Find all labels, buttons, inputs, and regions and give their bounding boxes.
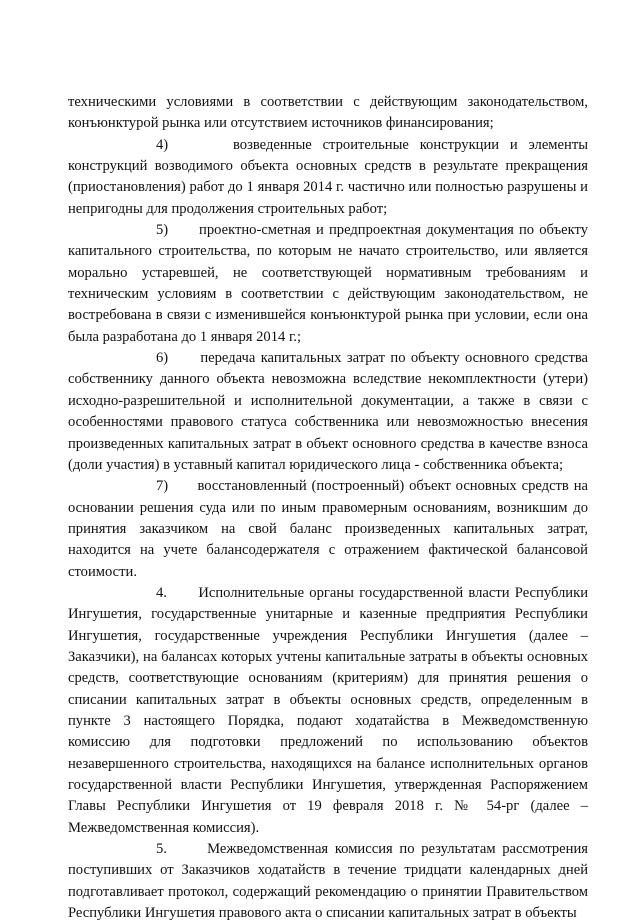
list-item-6 — [68, 348, 588, 476]
list-item-5 — [68, 220, 588, 348]
item-number: 6) — [156, 350, 169, 367]
paragraph-text: Межведомственная комиссия по результатам рассмотрения поступивших от Заказчиков ходатайств в течение тридцати календарных дней подготавливает протокол, содержащий рекомендацию о принятии Правительством Республики Ингушетия правового акта о списании капитальных затрат в объекты — [68, 841, 588, 922]
paragraph-text: передача капитальных затрат по объекту основного средства собственнику данного объекта невозможна вследствие некомплектности (утери) исходно-разрешительной и исполнительной документации, а также в связи с особенностями правового статуса собственника или невозможностью внесения произведенных капитальных затрат в объект основного средства в качестве взноса (доли участия) в уставный капитал юридического лица - собственника объекта; — [68, 350, 589, 473]
item-number: 4) — [156, 136, 169, 153]
section-number: 5. — [156, 841, 167, 858]
document-page — [68, 92, 588, 924]
section-5 — [68, 839, 588, 924]
section-4 — [68, 583, 588, 839]
paragraph-text: восстановленный (построенный) объект основных средств на основании решения суда или по иным правомерным основаниям, возникшим до принятия заказчиком на свой баланс произведенных капитальных затрат, находится на учете балансодержателя с отражением фактической балансовой стоимости. — [68, 478, 588, 580]
paragraph-continuation — [68, 92, 588, 135]
list-item-7 — [68, 476, 588, 583]
item-number: 7) — [156, 478, 169, 495]
paragraph-text: проектно-сметная и предпроектная документация по объекту капитального строительства, по которым не начато строительство, или является морально устаревшей, не соответствующей нормативным требованиям и техническим условиям в соответствии с действующим законодательством, не востребована в связи с изменившейся конъюнктурой рынка при условии, если она была разработана до 1 января 2014 г.; — [68, 222, 589, 345]
item-number: 5) — [156, 222, 169, 239]
list-item-4 — [68, 135, 588, 220]
paragraph-text: техническими условиями в соответствии с действующим законодательством, конъюнктурой рынка или отсутствием источников финансирования; — [68, 94, 588, 132]
section-number: 4. — [156, 584, 167, 601]
paragraph-text: возведенные строительные конструкции и элементы конструкций возводимого объекта основных средств в результате прекращения (приостановления) работ до 1 января 2014 г. частично или полностью разрушены и непригодны для продолжения строительных работ; — [68, 136, 588, 217]
paragraph-text: Исполнительные органы государственной власти Республики Ингушетия, государственные унитарные и казенные предприятия Республики Ингушетия, государственные учреждения Республики Ингушетия (далее – Заказчики), на балансах которых учтены капитальные затраты в объекты основных средств, соответствующие основаниям (критериям) для принятия решения о списании капитальных затрат в объекты основных средств, определенным в пункте 3 настоящего Порядка, подают ходатайства в Межведомственную комиссию для подготовки предложений по использованию объектов незавершенного строительства, находящихся на балансе исполнительных органов государственной власти Республики Ингушетия, утвержденная Распоряжением Главы Республики Ингушетия от 19 февраля 2018 г. № 54-рг (далее – Межведомственная комиссия). — [68, 584, 589, 836]
